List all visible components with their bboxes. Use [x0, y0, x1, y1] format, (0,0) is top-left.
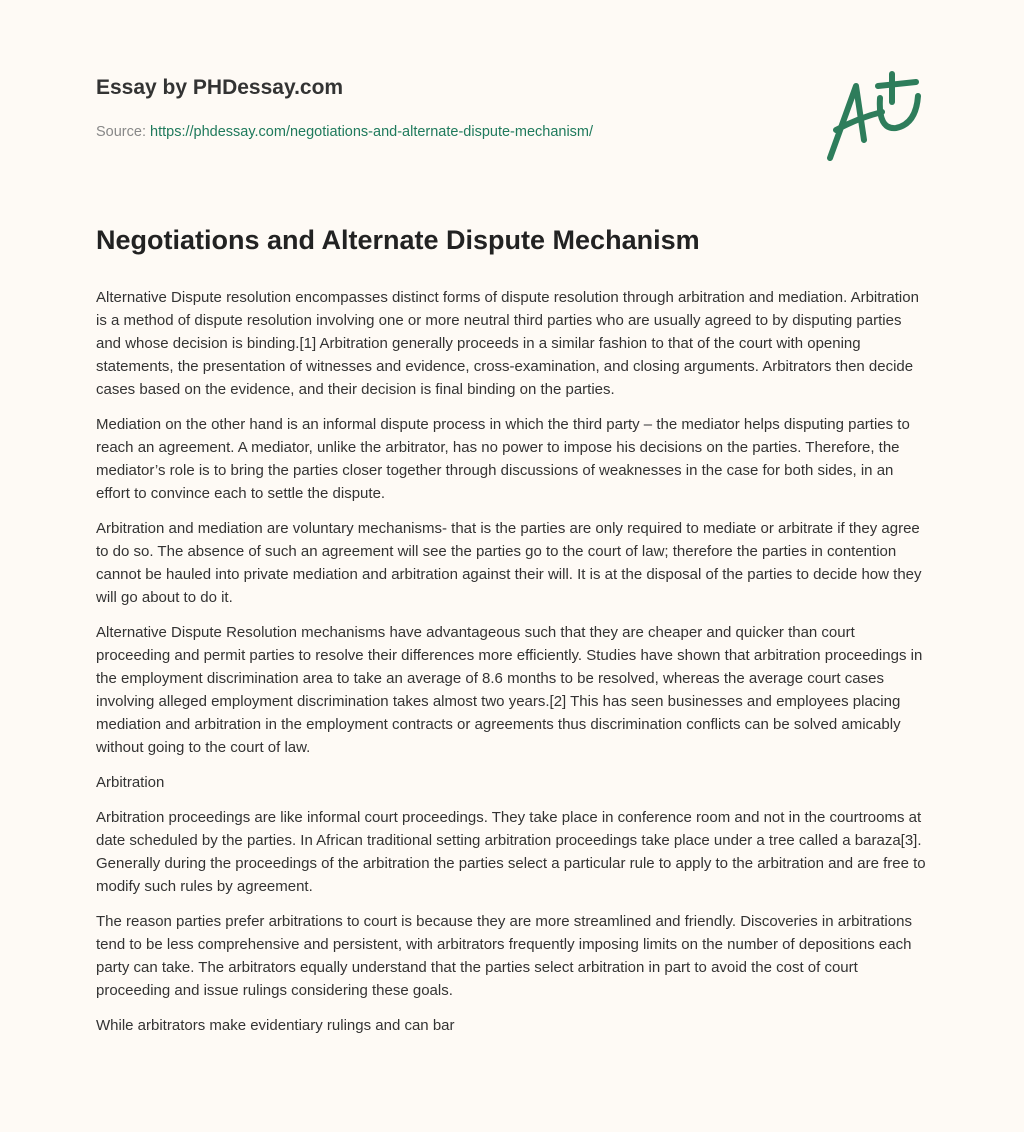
paragraph: While arbitrators make evidentiary rulings and can bar — [96, 1017, 455, 1034]
paragraph: Mediation on the other hand is an informal dispute process in which the third party – the mediator helps disputing parties to reach an agreement. A mediator, unlike the arbitrator, has no power to impose his decisions on the parties. Therefore, the mediator’s role is to bring the parties closer together through discussions of weaknesses in the case for both sides, in an effort to convince each to settle the dispute. — [96, 416, 910, 502]
source-link[interactable]: https://phdessay.com/negotiations-and-alternate-dispute-mechanism/ — [150, 124, 594, 140]
paragraph: Arbitration proceedings are like informal court proceedings. They take place in conference room and not in the courtrooms at date scheduled by the parties. In African traditional setting arbitration proceedings take place under a tree called a baraza[3]. Generally during the proceedings of the arbitration the parties select a particular rule to apply to the arbitration and are free to modify such rules by agreement. — [96, 809, 926, 895]
source-line — [96, 124, 593, 140]
article-body — [96, 286, 930, 1049]
source-label: Source: — [96, 124, 146, 140]
paragraph: The reason parties prefer arbitrations to court is because they are more streamlined and friendly. Discoveries in arbitrations tend to be less comprehensive and persistent, with arbitrators frequently imposing limits on the number of depositions each party can take. The arbitrators equally understand that the parties select arbitration in part to avoid the cost of court proceeding and issue rulings considering these goals. — [96, 913, 912, 999]
a-plus-logo-icon — [818, 68, 928, 168]
brand-title: Essay by PHDessay.com — [96, 76, 344, 99]
paragraph: Arbitration and mediation are voluntary mechanisms- that is the parties are only required to mediate or arbitrate if they agree to do so. The absence of such an agreement will see the parties go to the court of law; therefore the parties in contention cannot be hauled into private mediation and arbitration against their will. It is at the disposal of the parties to decide how they will go about to do it. — [96, 520, 922, 606]
article-title: Negotiations and Alternate Dispute Mechanism — [96, 225, 700, 255]
paragraph: Alternative Dispute Resolution mechanisms have advantageous such that they are cheaper and quicker than court proceeding and permit parties to resolve their differences more efficiently. Studies have shown that arbitration proceedings in the employment discrimination area to take an average of 8.6 months to be resolved, whereas the average court cases involving alleged employment discrimination takes almost two years.[2] This has seen businesses and employees placing mediation and arbitration in the employment contracts or agreements thus discrimination conflicts can be solved amicably without going to the court of law. — [96, 624, 923, 756]
section-heading: Arbitration — [96, 774, 165, 791]
paragraph: Alternative Dispute resolution encompasses distinct forms of dispute resolution through arbitration and mediation. Arbitration is a method of dispute resolution involving one or more neutral third parties who are usually agreed to by disputing parties and whose decision is binding.[1] Arbitration generally proceeds in a similar fashion to that of the court with opening statements, the presentation of witnesses and evidence, cross-examination, and closing arguments. Arbitrators then decide cases based on the evidence, and their decision is final binding on the parties. — [96, 289, 919, 398]
